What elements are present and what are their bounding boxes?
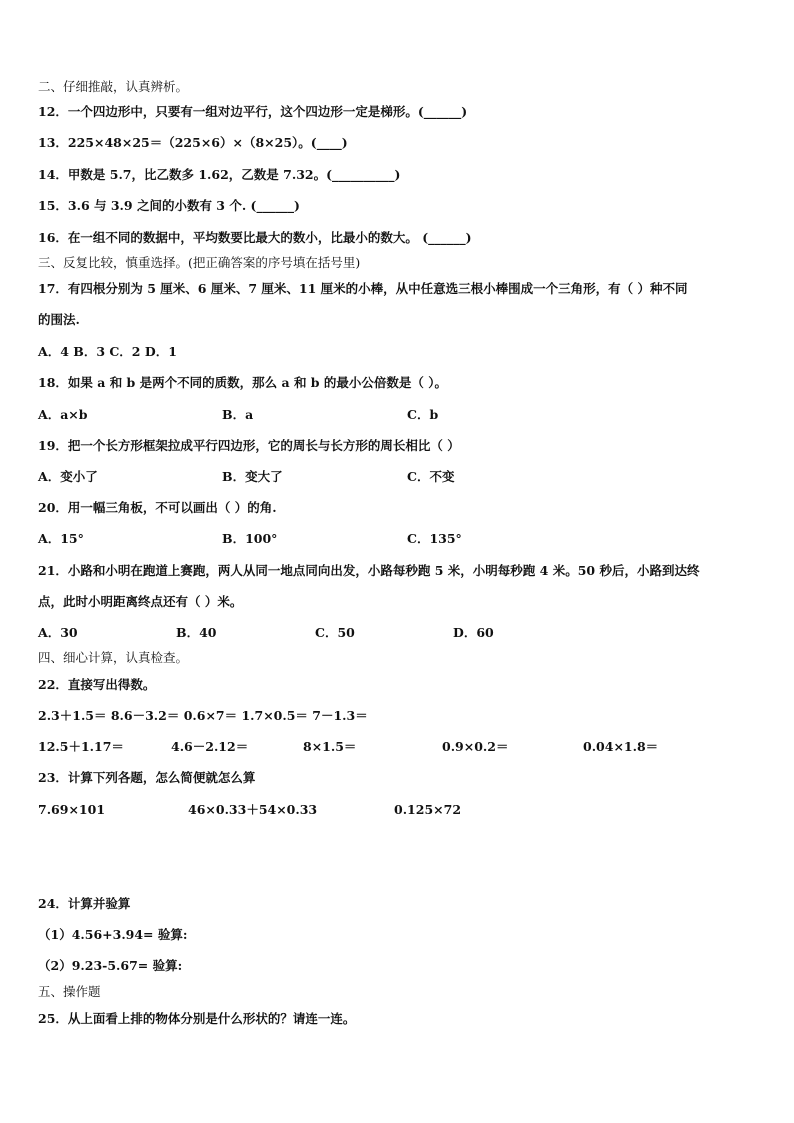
question-23-expr-1: 7.69×101: [38, 802, 106, 817]
question-17-line-1: 17．有四根分别为 5 厘米、6 厘米、7 厘米、11 厘米的小棒，从中任意选三根小棒围成一个三角形，有（ ）种不同: [38, 281, 688, 296]
question-22-item-r2e: 0.04×1.8＝: [583, 739, 659, 754]
question-21-option-c: C．50: [315, 625, 355, 640]
question-21-option-a: A．30: [38, 625, 78, 640]
question-21-line-2: 点，此时小明距离终点还有（ ）米。: [38, 594, 243, 609]
question-22-item-r2c: 8×1.5＝: [303, 739, 357, 754]
question-24-part-1: （1）4.56+3.94= 验算:: [38, 927, 188, 942]
question-13: 13．225×48×25＝（225×6）×（8×25）。(____): [38, 135, 348, 150]
question-21-option-d: D．60: [453, 625, 494, 640]
question-18-stem: 18．如果 a 和 b 是两个不同的质数，那么 a 和 b 的最小公倍数是（ ）。: [38, 375, 447, 390]
question-18-option-a: A．a×b: [38, 407, 88, 422]
question-20-stem: 20．用一幅三角板，不可以画出（ ）的角.: [38, 500, 277, 515]
question-23-expr-3: 0.125×72: [394, 802, 462, 817]
question-12: 12．一个四边形中，只要有一组对边平行，这个四边形一定是梯形。(______): [38, 104, 468, 119]
question-19-option-a: A．变小了: [38, 469, 98, 484]
question-18-option-b: B．a: [222, 407, 254, 422]
question-20-option-c: C．135°: [407, 531, 462, 546]
question-21-option-b: B．40: [176, 625, 217, 640]
question-14: 14．甲数是 5.7，比乙数多 1.62，乙数是 7.32。(__________): [38, 167, 401, 182]
question-22-row-1: 2.3＋1.5＝ 8.6－3.2＝ 0.6×7＝ 1.7×0.5＝ 7－1.3＝: [38, 708, 368, 723]
section-5-heading: 五、操作题: [38, 984, 101, 999]
question-22-item-r2a: 12.5＋1.17＝: [38, 739, 124, 754]
question-15: 15．3.6 与 3.9 之间的小数有 3 个. (______): [38, 198, 300, 213]
section-3-heading: 三、反复比较，慎重选择。(把正确答案的序号填在括号里): [38, 255, 361, 270]
question-22-item-r2b: 4.6－2.12＝: [171, 739, 249, 754]
question-25: 25．从上面看上排的物体分别是什么形状的？请连一连。: [38, 1011, 356, 1026]
question-17-line-2: 的围法.: [38, 312, 80, 327]
question-18-option-c: C．b: [407, 407, 439, 422]
question-19-option-c: C．不变: [407, 469, 455, 484]
section-4-heading: 四、细心计算，认真检查。: [38, 650, 189, 665]
question-19-stem: 19．把一个长方形框架拉成平行四边形，它的周长与长方形的周长相比（ ）: [38, 438, 460, 453]
question-22-item-r2d: 0.9×0.2＝: [442, 739, 509, 754]
question-20-option-a: A．15°: [38, 531, 84, 546]
question-23-expr-2: 46×0.33＋54×0.33: [188, 802, 318, 817]
question-17-options: A．4 B．3 C．2 D．1: [38, 344, 177, 359]
question-23-stem: 23．计算下列各题，怎么简便就怎么算: [38, 770, 256, 785]
question-22-stem: 22．直接写出得数。: [38, 677, 156, 692]
question-19-option-b: B．变大了: [222, 469, 283, 484]
question-16: 16．在一组不同的数据中，平均数要比最大的数小，比最小的数大。 (______): [38, 230, 472, 245]
question-24-stem: 24．计算并验算: [38, 896, 131, 911]
section-2-heading: 二、仔细推敲，认真辨析。: [38, 79, 189, 94]
question-24-part-2: （2）9.23-5.67= 验算:: [38, 958, 183, 973]
question-21-line-1: 21．小路和小明在跑道上赛跑，两人从同一地点同向出发，小路每秒跑 5 米，小明每秒跑 4 米。50 秒后，小路到达终: [38, 563, 700, 578]
question-20-option-b: B．100°: [222, 531, 278, 546]
